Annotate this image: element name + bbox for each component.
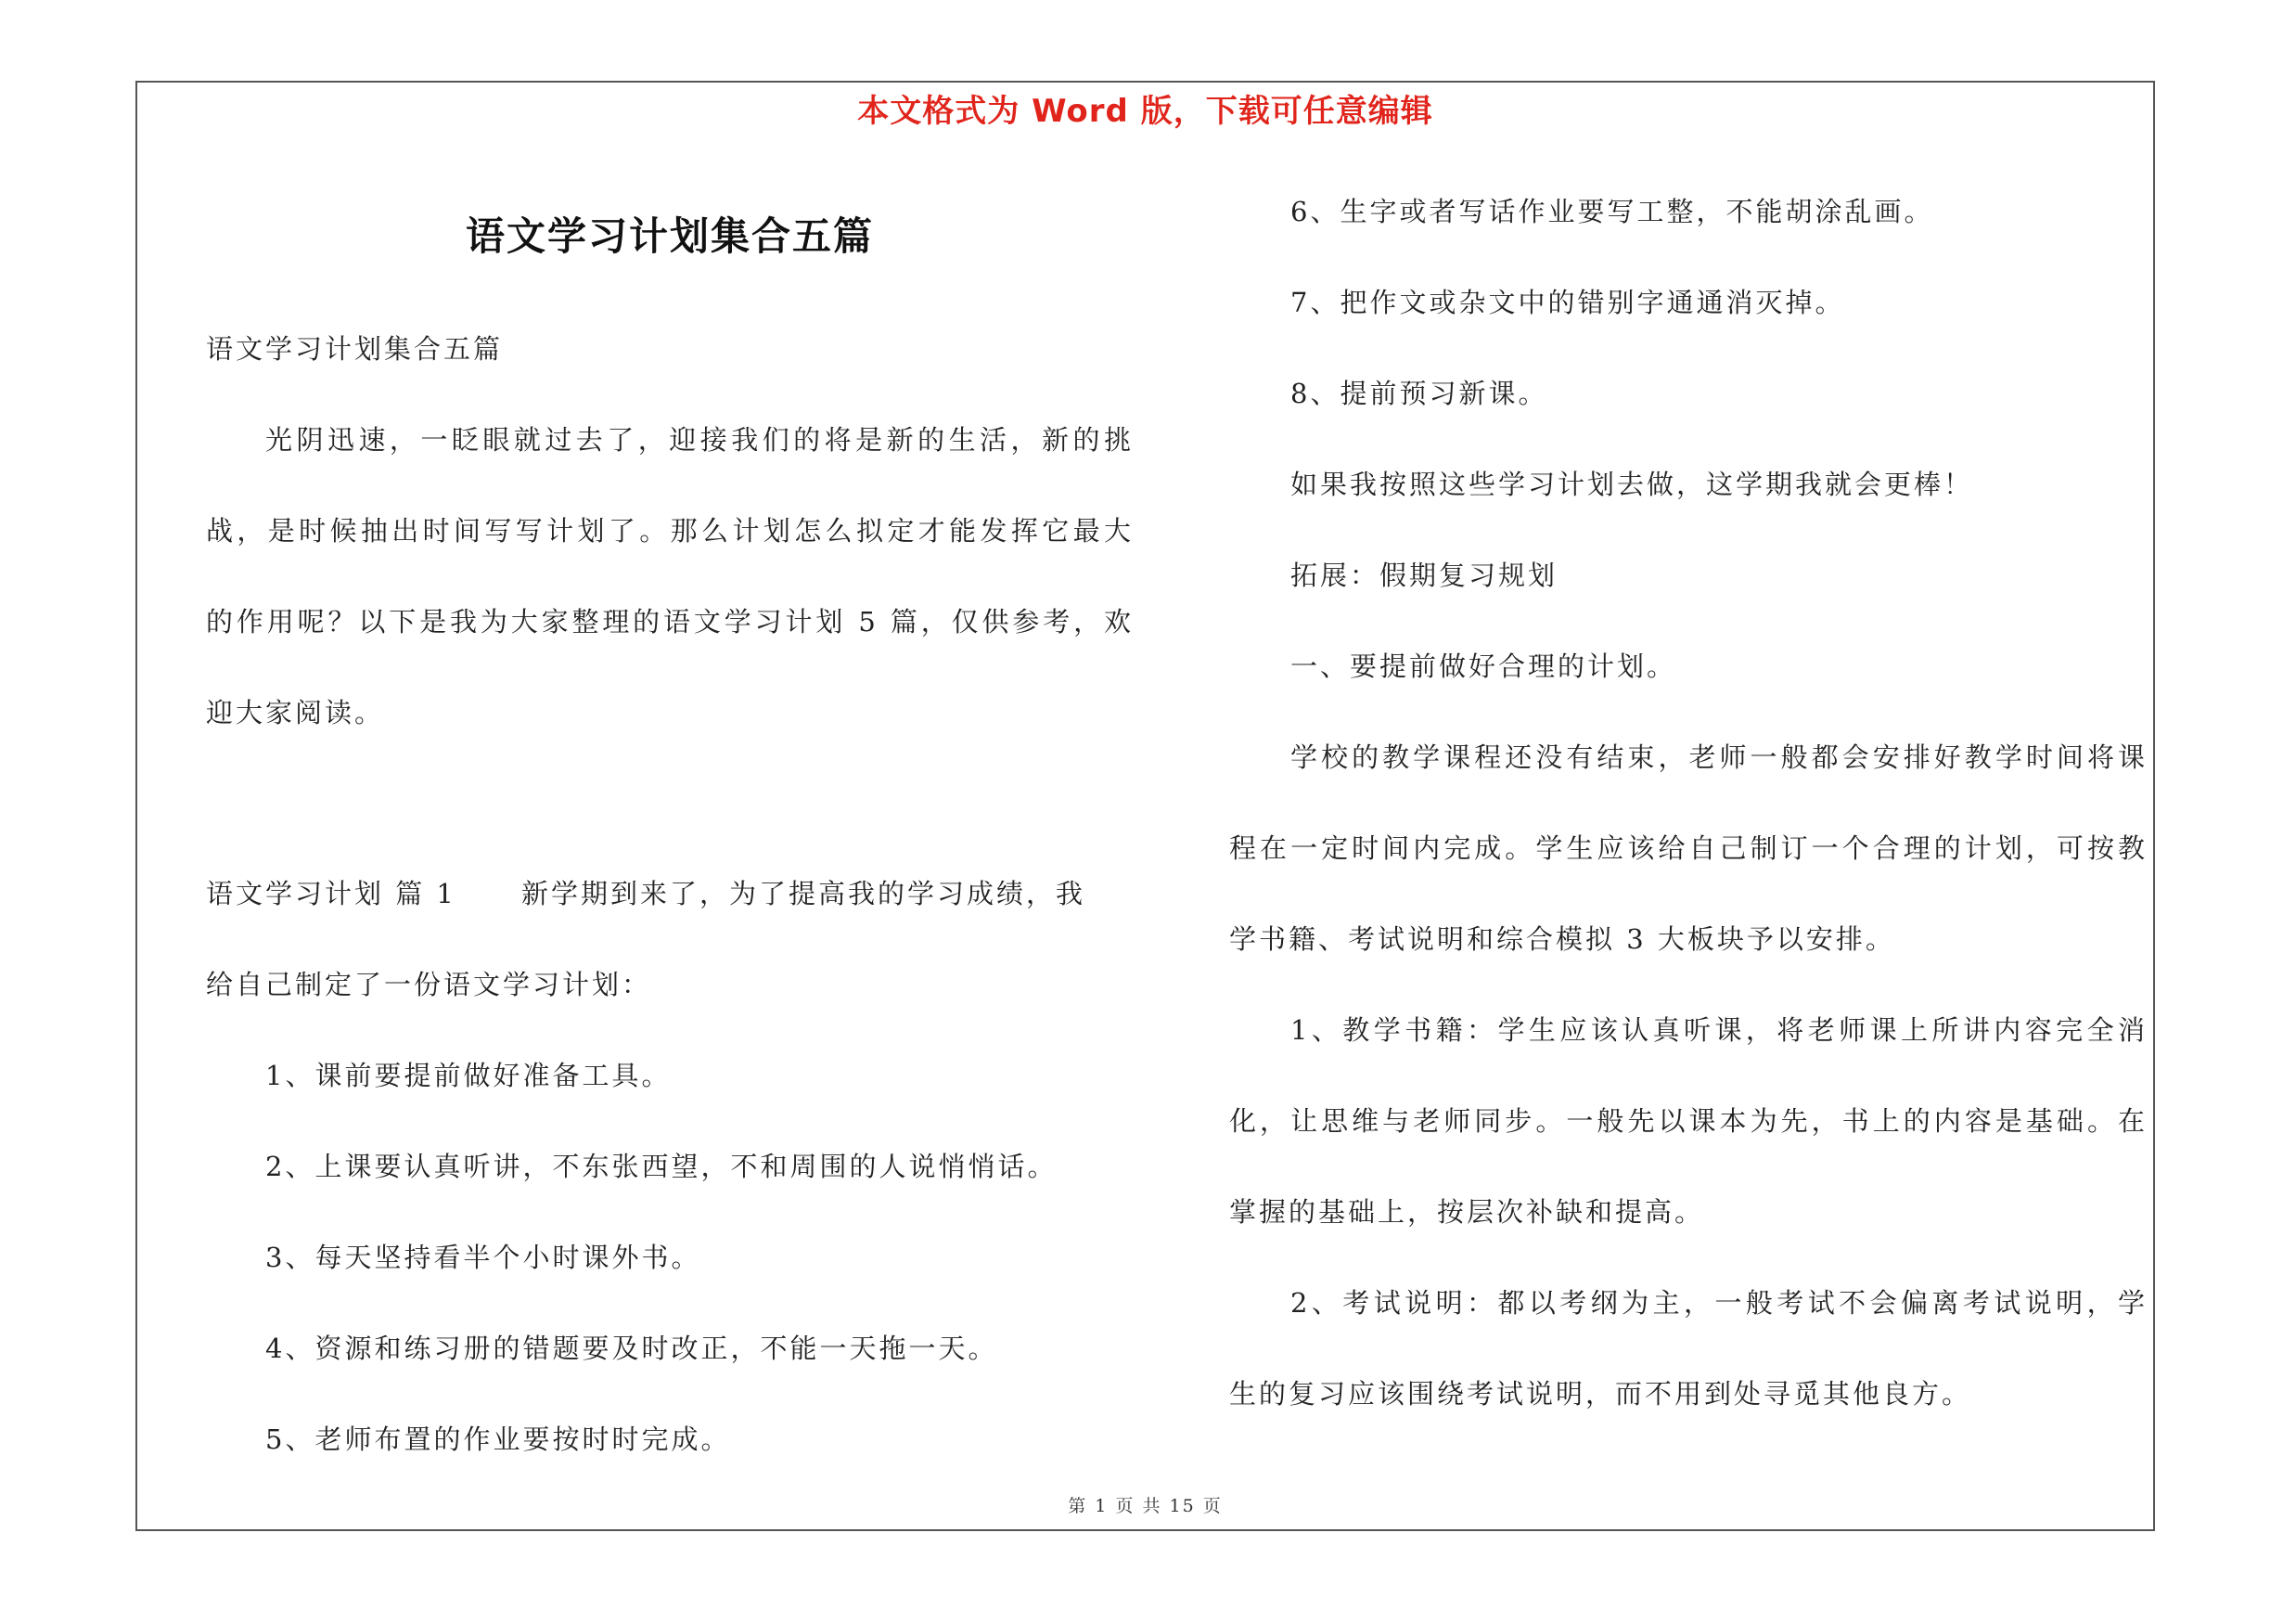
paragraph-line: 生的复习应该围绕考试说明，而不用到处寻觅其他良方。	[1229, 1378, 1972, 1410]
intro-line-4: 迎大家阅读。	[206, 697, 385, 728]
intro-line-2: 战，是时候抽出时间写写计划了。那么计划怎么拟定才能发挥它最大	[206, 515, 1134, 547]
list-item: 4、资源和练习册的错题要及时改正，不能一天拖一天。	[265, 1333, 998, 1364]
list-item: 3、每天坚持看半个小时课外书。	[265, 1242, 701, 1273]
paragraph-line: 掌握的基础上，按层次补缺和提高。	[1229, 1196, 1705, 1228]
page-number: 第 1 页 共 15 页	[1068, 1496, 1223, 1516]
intro-line-1: 光阴迅速，一眨眼就过去了，迎接我们的将是新的生活，新的挑	[265, 424, 1134, 456]
paragraph-line: 学校的教学课程还没有结束，老师一般都会安排好教学时间将课	[1290, 741, 2148, 773]
point-one-heading: 一、要提前做好合理的计划。	[1290, 650, 1677, 682]
paragraph-line: 1、教学书籍：学生应该认真听课，将老师课上所讲内容完全消	[1290, 1014, 2148, 1046]
document-title: 语文学习计划集合五篇	[465, 213, 874, 259]
list-item: 5、老师布置的作业要按时时完成。	[265, 1423, 731, 1455]
editable-notice-banner: 本文格式为 Word 版，下载可任意编辑	[857, 93, 1433, 130]
intro-line-3: 的作用呢？以下是我为大家整理的语文学习计划 5 篇，仅供参考，欢	[206, 606, 1134, 638]
paragraph-line: 学书籍、考试说明和综合模拟 3 大板块予以安排。	[1229, 923, 1895, 955]
list-item: 6、生字或者写话作业要写工整，不能胡涂乱画。	[1290, 196, 1934, 227]
section1-intro-line-1: 新学期到来了，为了提高我的学习成绩，我	[521, 878, 1086, 909]
section1-heading: 语文学习计划 篇 1	[206, 878, 456, 909]
list-item: 7、把作文或杂文中的错别字通通消灭掉。	[1290, 287, 1845, 318]
extension-heading: 拓展：假期复习规划	[1290, 560, 1558, 591]
list-item: 1、课前要提前做好准备工具。	[265, 1060, 672, 1091]
list-item: 8、提前预习新课。	[1290, 378, 1548, 409]
subtitle: 语文学习计划集合五篇	[206, 333, 504, 365]
paragraph-line: 化，让思维与老师同步。一般先以课本为先，书上的内容是基础。在	[1229, 1105, 2148, 1137]
section1-intro-line-2: 给自己制定了一份语文学习计划：	[206, 969, 652, 1000]
list-item: 2、上课要认真听讲，不东张西望，不和周围的人说悄悄话。	[265, 1151, 1058, 1182]
closing-sentence: 如果我按照这些学习计划去做，这学期我就会更棒！	[1290, 469, 1974, 500]
paragraph-line: 程在一定时间内完成。学生应该给自己制订一个合理的计划，可按教	[1229, 832, 2148, 864]
paragraph-line: 2、考试说明：都以考纲为主，一般考试不会偏离考试说明，学	[1290, 1287, 2148, 1319]
